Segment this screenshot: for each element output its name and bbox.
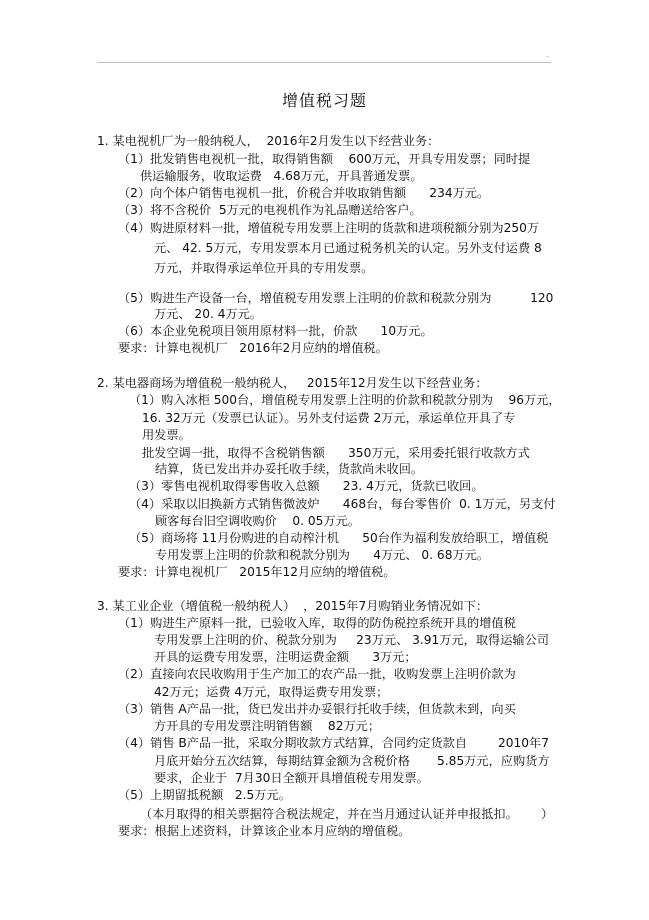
problem-1-line: （2）向个体户销售电视机一批，价税合并收取销售额 234万元。 — [118, 186, 490, 200]
problem-3-line: 开具的运费专用发票，注明运费金额 3万元； — [154, 650, 417, 664]
problem-1-requirement: 要求：计算电视机厂 2016年2月应纳的增值税。 — [118, 341, 388, 355]
problem-2-heading: 2. 某电器商场为增值税一般纳税人， 2015年12月发生以下经营业务： — [97, 376, 488, 390]
problem-1-line: （3）将不含税价 5万元的电视机作为礼品赠送给客户。 — [118, 203, 422, 217]
problem-2-line: （3）零售电视机取得零售收入总额 23. 4万元，货款已收回。 — [129, 479, 484, 493]
problem-2-line: 顾客每台旧空调收购价 0. 05万元。 — [155, 514, 360, 528]
problem-3-line: 42万元；运费 4万元，取得运费专用发票； — [154, 685, 389, 699]
problem-2-line: 结算，货已发出并办妥托收手续，货款尚未收回。 — [155, 462, 424, 476]
header-dot: . — [546, 50, 549, 59]
problem-2-line: （1）购入冰柜 500台，增值税专用发票上注明的价款和税款分别为 96万元， — [129, 393, 561, 407]
problem-3-requirement: 要求：根据上述资料，计算该企业本月应纳的增值税。 — [118, 824, 411, 838]
problem-2-line: （4）采取以旧换新方式销售微波炉 468台，每台零售价 0. 1万元，另支付 — [129, 497, 556, 511]
header-rule — [97, 62, 551, 63]
problem-3-line: 月底开始分五次结算，每期结算金额为含税价格 5.85万元，应购货方 — [154, 754, 550, 768]
problem-2-line: 批发空调一批，取得不含税销售额 350万元，采用委托银行收款方式 — [142, 446, 530, 460]
problem-3-heading: 3. 某工业企业（增值税一般纳税人） ，2015年7月购销业务情况如下： — [97, 599, 489, 613]
page-title: 增值税习题 — [281, 91, 367, 110]
problem-1-line: 万元、 20. 4万元。 — [154, 307, 263, 321]
problem-1-line: （4）购进原材料一批，增值税专用发票上注明的货款和进项税额分别为250万 — [118, 221, 540, 235]
problem-3-line: （2）直接向农民收购用于生产加工的农产品一批，收购发票上注明价款为 — [118, 667, 516, 681]
problem-1-line: （5）购进生产设备一台，增值税专用发票上注明的价款和税款分别为 120 — [118, 291, 554, 305]
problem-3-line: （4）销售 B产品一批，采取分期收款方式结算，合同约定货款自 2010年7 — [118, 736, 550, 750]
problem-1-line: 元、 42. 5万元，专用发票本月已通过税务机关的认定。另外支付运费 8 — [154, 241, 542, 255]
problem-3-line: （1）购进生产原料一批，已验收入库，取得的防伪税控系统开具的增值税 — [118, 616, 516, 630]
problem-1-line: （6）本企业免税项目领用原材料一批，价款 10万元。 — [118, 324, 433, 338]
problem-1-heading: 1. 某电视机厂为一般纳税人， 2016年2月发生以下经营业务： — [97, 134, 440, 148]
problem-2-line: （5）商场将 11月份购进的自动榨汁机 50台作为福利发放给职工，增值税 — [129, 531, 549, 545]
problem-1-line: （1）批发销售电视机一批，取得销售额 600万元，开具专用发票；同时提 — [118, 152, 531, 166]
problem-3-line: 要求，企业于 7月30日全额开具增值税专用发票。 — [154, 771, 429, 785]
problem-3-note: （本月取得的相关票据符合税法规定，并在当月通过认证并申报抵扣。 ） — [140, 807, 554, 821]
problem-3-line: （5）上期留抵税额 2.5万元。 — [118, 788, 291, 802]
problem-3-line: （3）销售 A产品一批，货已发出并办妥银行托收手续，但货款未到，向买 — [118, 702, 516, 716]
problem-1-line: 供运输服务，收取运费 4.68万元，开具普通发票。 — [140, 169, 423, 183]
problem-3-line: 专用发票上注明的价、税款分别为 23万元、 3.91万元，取得运输公司 — [154, 633, 549, 647]
problem-2-line: 16. 32万元（发票已认证）。另外支付运费 2万元，承运单位开具了专 — [142, 411, 516, 425]
problem-1-line: 万元，并取得承运单位开具的专用发票。 — [154, 261, 374, 275]
problem-3-line: 方开具的专用发票注明销售额 82万元； — [154, 719, 381, 733]
problem-2-requirement: 要求：计算电视机厂 2015年12月应纳的增值税。 — [118, 565, 396, 579]
problem-2-line: 专用发票上注明的价款和税款分别为 4万元、 0. 68万元。 — [155, 548, 490, 562]
problem-2-line: 用发票。 — [142, 428, 191, 442]
